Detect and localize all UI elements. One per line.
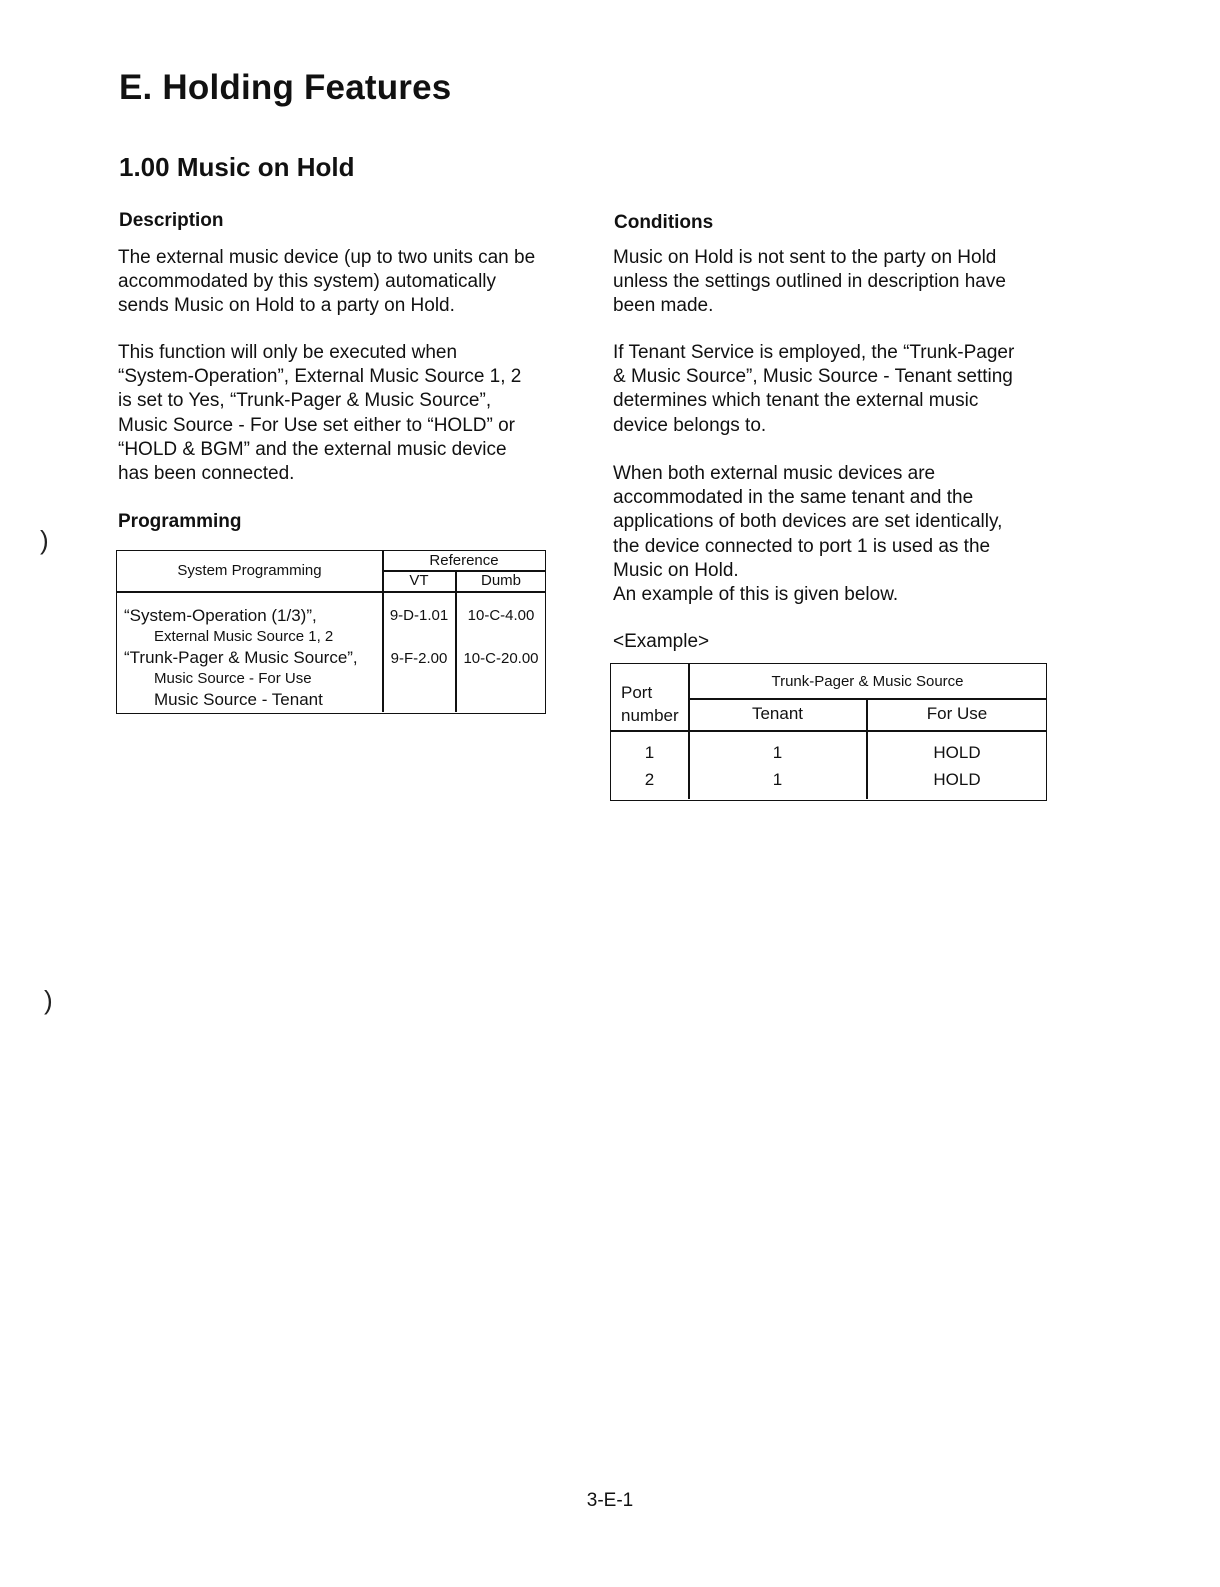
port-header: Port <box>621 683 653 702</box>
binder-hole-mark: ) <box>40 525 49 555</box>
description-paragraph-1 <box>118 246 535 319</box>
table-divider <box>117 591 545 593</box>
dumb-header: Dumb <box>480 572 521 589</box>
port-header: number <box>621 706 679 725</box>
programming-heading: Programming <box>118 511 242 532</box>
conditions-paragraph-1 <box>613 246 1006 319</box>
text-line: has been connected. <box>118 463 295 485</box>
section-title: 1.00 Music on Hold <box>119 152 355 182</box>
table-divider <box>688 698 1046 700</box>
text-line: sends Music on Hold to a party on Hold. <box>118 295 455 317</box>
table-cell-port: 1 <box>644 743 655 762</box>
table-cell-tenant: 1 <box>772 743 783 762</box>
text-line: accommodated in the same tenant and the <box>613 487 974 509</box>
example-table <box>610 663 1047 801</box>
text-line: This function will only be executed when <box>118 342 458 363</box>
table-cell-for-use: HOLD <box>933 770 981 789</box>
text-line: applications of both devices are set identically, <box>613 511 1003 533</box>
text-line: If Tenant Service is employed, the “Trunk-Pager <box>613 342 1015 363</box>
vt-header: VT <box>409 572 429 589</box>
text-line: Music on Hold is not sent to the party on Hold <box>613 247 997 268</box>
group-header: Trunk-Pager & Music Source <box>771 673 964 690</box>
binder-hole-mark: ) <box>44 985 53 1015</box>
text-line: When both external music devices are <box>613 463 936 484</box>
example-label: <Example> <box>613 631 710 652</box>
table-row-vt: 9-D-1.01 <box>389 607 449 624</box>
description-paragraph-2 <box>118 341 521 486</box>
description-heading: Description <box>119 210 224 231</box>
table-cell-tenant: 1 <box>772 770 783 789</box>
programming-table <box>116 550 546 714</box>
text-line: Music on Hold. <box>613 559 739 581</box>
text-line: Music Source - For Use set either to “HOLD” or <box>118 414 515 436</box>
table-row-name: “Trunk-Pager & Music Source”, <box>124 648 358 667</box>
text-line: “System-Operation”, External Music Source 1, 2 <box>118 366 522 388</box>
text-line: & Music Source”, Music Source - Tenant setting <box>613 366 1013 388</box>
table-row-dumb: 10-C-20.00 <box>463 650 539 667</box>
text-line: been made. <box>613 295 714 317</box>
text-line: An example of this is given below. <box>613 584 899 606</box>
text-line: the device connected to port 1 is used as the <box>613 535 991 557</box>
text-line: accommodated by this system) automatically <box>118 271 497 293</box>
table-row-name: External Music Source 1, 2 <box>154 628 334 645</box>
text-line: The external music device (up to two units can be <box>118 247 536 268</box>
text-line: is set to Yes, “Trunk-Pager & Music Source”, <box>118 390 492 412</box>
table-row-name: “System-Operation (1/3)”, <box>124 606 317 625</box>
reference-header: Reference <box>429 552 499 569</box>
table-row-name: Music Source - Tenant <box>154 690 323 709</box>
text-line: device belongs to. <box>613 414 767 436</box>
table-divider <box>611 730 1046 732</box>
page-number: 3-E-1 <box>586 1490 634 1511</box>
conditions-paragraph-2 <box>613 341 1014 438</box>
table-row-name: Music Source - For Use <box>154 670 312 687</box>
system-programming-header: System Programming <box>177 562 322 579</box>
table-cell-for-use: HOLD <box>933 743 981 762</box>
conditions-paragraph-3 <box>613 462 1002 607</box>
text-line: determines which tenant the external music <box>613 390 979 412</box>
table-row-dumb: 10-C-4.00 <box>467 607 535 624</box>
text-line: unless the settings outlined in description have <box>613 271 1006 293</box>
page-heading: E. Holding Features <box>119 68 452 107</box>
for-use-header: For Use <box>926 704 988 723</box>
text-line: “HOLD & BGM” and the external music device <box>118 438 507 460</box>
tenant-header: Tenant <box>751 704 804 723</box>
table-cell-port: 2 <box>644 770 655 789</box>
table-row-vt: 9-F-2.00 <box>390 650 448 667</box>
conditions-heading: Conditions <box>614 212 714 233</box>
